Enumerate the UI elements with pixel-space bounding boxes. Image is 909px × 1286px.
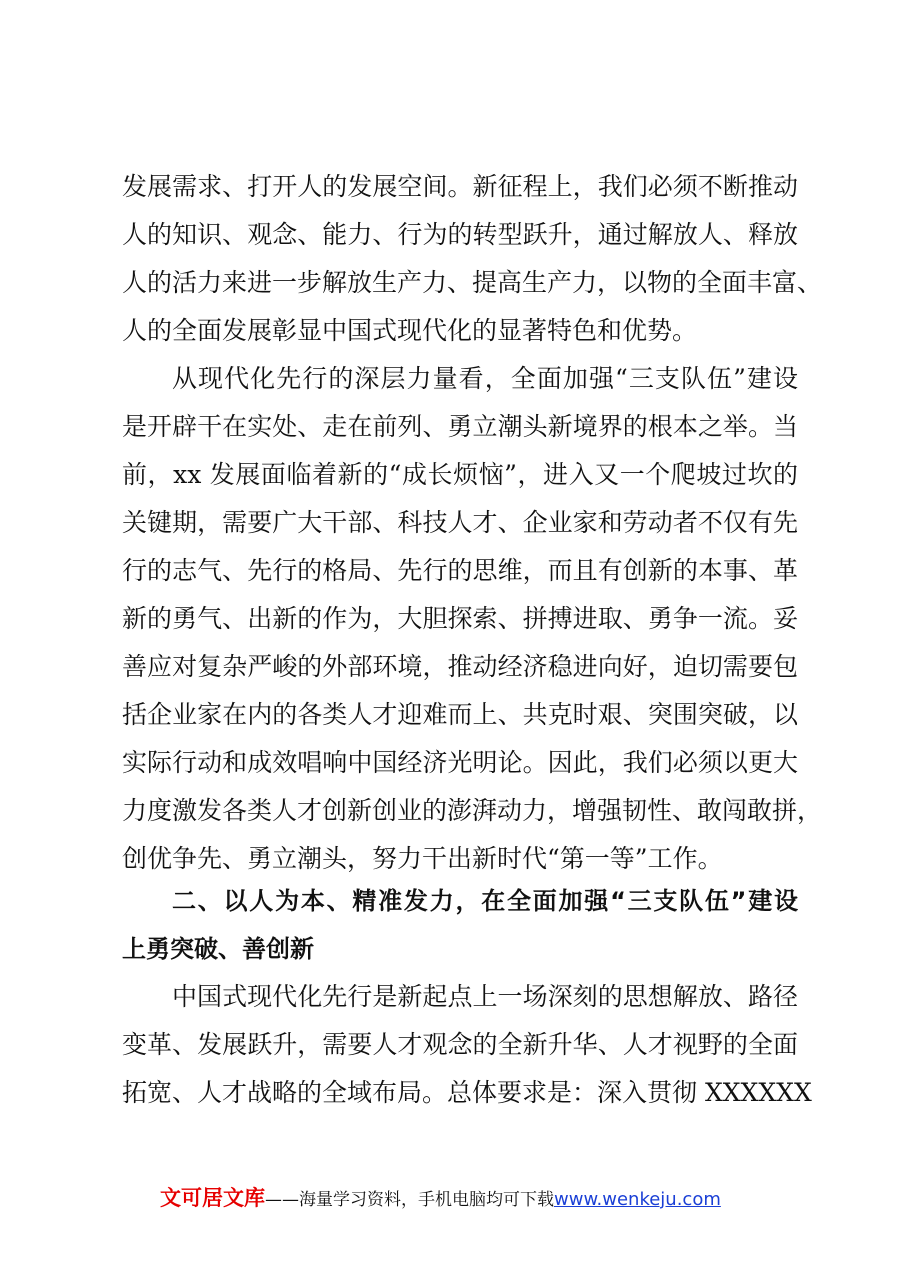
body-line: 新的勇气、出新的作为，大胆探索、拼搏进取、勇争一流。妥 [122, 604, 798, 633]
body-line: 人的全面发展彰显中国式现代化的显著特色和优势。 [122, 316, 698, 345]
footer-dash: —— [265, 1190, 299, 1210]
body-line: 实际行动和成效唱响中国经济光明论。因此，我们必须以更大 [122, 748, 798, 777]
footer-url-link[interactable]: www.wenkeju.com [554, 1189, 721, 1210]
body-line: 人的知识、观念、能力、行为的转型跃升，通过解放人、释放 [122, 220, 798, 249]
body-line: 人的活力来进一步解放生产力、提高生产力，以物的全面丰富、 [122, 268, 823, 297]
body-line: 中国式现代化先行是新起点上一场深刻的思想解放、路径 [172, 982, 798, 1011]
body-line: 从现代化先行的深层力量看，全面加强“三支队伍”建设 [172, 364, 798, 393]
body-line: 创优争先、勇立潮头，努力干出新时代“第一等”工作。 [122, 844, 723, 873]
footer-brand: 文可居文库 [160, 1186, 265, 1210]
body-line: 行的志气、先行的格局、先行的思维，而且有创新的本事、革 [122, 556, 798, 585]
body-line: 括企业家在内的各类人才迎难而上、共克时艰、突围突破，以 [122, 700, 798, 729]
section-heading-continued: 上勇突破、善创新 [122, 935, 314, 963]
body-line: 拓宽、人才战略的全域布局。总体要求是：深入贯彻 XXXXXX [122, 1078, 812, 1107]
section-heading: 二、以人为本、精准发力，在全面加强“三支队伍”建设 [172, 887, 798, 915]
footer-slogan: 海量学习资料，手机电脑均可下载 [299, 1190, 554, 1210]
body-line: 发展需求、打开人的发展空间。新征程上，我们必须不断推动 [122, 172, 798, 201]
body-line: 善应对复杂严峻的外部环境，推动经济稳进向好，迫切需要包 [122, 652, 798, 681]
body-line: 是开辟干在实处、走在前列、勇立潮头新境界的根本之举。当 [122, 412, 798, 441]
body-line: 力度激发各类人才创新创业的澎湃动力，增强韧性、敢闯敢拼， [122, 796, 823, 825]
body-line: 前，xx 发展面临着新的“成长烦恼”，进入又一个爬坡过坎的 [122, 460, 798, 489]
body-line: 变革、发展跃升，需要人才观念的全新升华、人才视野的全面 [122, 1030, 798, 1059]
footer-watermark [160, 1182, 780, 1210]
body-line: 关键期，需要广大干部、科技人才、企业家和劳动者不仅有先 [122, 508, 798, 537]
